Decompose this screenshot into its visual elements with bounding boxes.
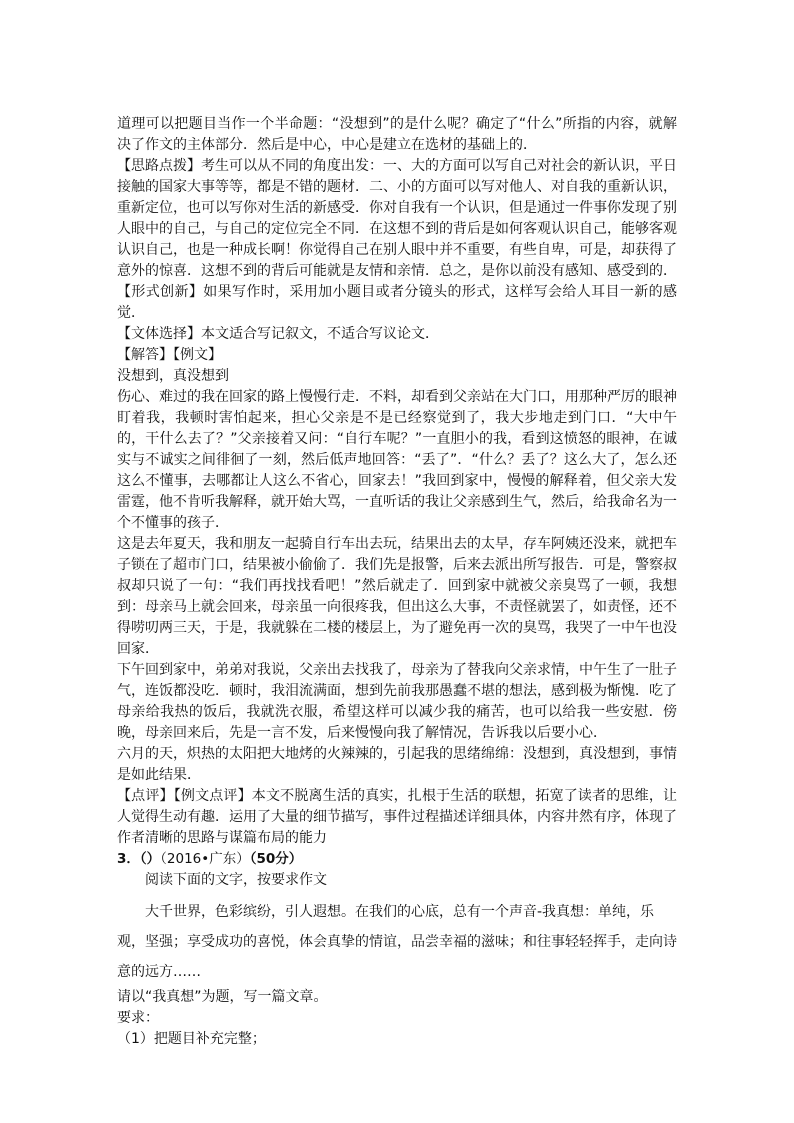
section-tag: 【点评】【例文点评】 (117, 788, 252, 804)
question-prompt (117, 987, 677, 1008)
paragraph-text: 这是去年夏天，我和朋友一起骑自行车出去玩，结果出去的太早，存车阿姨还没来，就把车子锁在了超市门口，结果被小偷偷了．我们先是报警，后来去派出所写报告．可是，警察叔叔却只说了一句：“我们再找找看吧！”然后就走了．回到家中就被父亲臭骂了一顿，我想到：母亲马上就会回来，母亲虽一向很疼我，但出这么大事，不责怪就罢了，如责怪，还不得唠叨两三天，于是，我就躲在二楼的楼层上，为了避免再一次的臭骂，我哭了一中午也没回家． (117, 536, 677, 657)
paragraph-text: 考生可以从不同的角度出发：一、大的方面可以写自己对社会的新认识，平日接触的国家大事等等，都是不错的题材．二、小的方面可以写对他人、对自我的重新认识，重新定位，也可以写你对生活的新感受．你对自我有一个认识，但是通过一件事你发现了别人眼中的自己，与自己的定位完全不同．在这想不到的背后是如何客观认识自己，能够客观认识自己，也是一种成长啊！你觉得自己在别人眼中并不重要，有些自卑，可是，却获得了意外的惊喜．这想不到的背后可能就是友情和亲情．总之，是你以前没有感知、感受到的． (117, 158, 677, 279)
paragraph-text: 如果写作时，采用加小题目或者分镜头的形式，这样写会给人耳目一新的感觉． (117, 284, 678, 321)
document-page (117, 114, 677, 1050)
question-blank: （） (139, 851, 161, 867)
question-source: （2016•广东） (160, 851, 250, 867)
paragraph-text: 伤心、难过的我在回家的路上慢慢行走．不料，却看到父亲站在大门口，用那种严厉的眼神盯着我，我顿时害怕起来，担心父亲是不是已经察觉到了，我大步地走到门口．“大中午的，干什么去了？”父亲接着又问：“自行车呢？”一直胆小的我，看到这愤怒的眼神，在诚实与不诚实之间徘徊了一刻，然后低声地回答：“丢了”．“什么？丢了？这么大了，怎么还这么不懂事，去哪都让人这么不省心，回家去！”我回到家中，慢慢的解释着，但父亲大发雷霆，他不肯听我解释，就开始大骂，一直听话的我让父亲感到生气，然后，给我命名为一个不懂事的孩子． (117, 389, 677, 531)
question-instruction (117, 870, 677, 891)
essay-paragraph-1 (117, 387, 677, 534)
paragraph-wenti-xuanze (117, 324, 677, 345)
question-requirement-1 (117, 1029, 677, 1050)
question-header (117, 849, 677, 870)
paragraph-text: 道理可以把题目当作一个半命题：“没想到”的是什么呢？确定了“什么”所指的内容，就解决了作文的主体部分．然后是中心，中心是建立在选材的基础上的． (117, 116, 677, 153)
question-material (117, 897, 677, 987)
paragraph-jieda-liwen (117, 345, 677, 366)
paragraph-intro (117, 114, 677, 156)
paragraph-xingshi-chuangxin (117, 282, 677, 324)
question-number: 3． (117, 851, 140, 867)
essay-paragraph-2 (117, 534, 677, 660)
paragraph-text: 六月的天，炽热的太阳把大地烤的火辣辣的，引起我的思绪绵绵：没想到，真没想到，事情是如此结果． (117, 746, 677, 783)
paragraph-text: 本文不脱离生活的真实，扎根于生活的联想，拓宽了读者的思维，让人觉得生动有趣．运用了大量的细节描写，事件过程描述详细具体，内容井然有序，体现了作者清晰的思路与谋篇布局的能力 (117, 788, 678, 846)
paragraph-dianping (117, 786, 677, 849)
section-tag: 【文体选择】 (117, 326, 201, 342)
section-tag: 【思路点拨】 (117, 158, 201, 174)
paragraph-text: （1）把题目补充完整； (117, 1031, 266, 1047)
section-tag: 【形式创新】 (117, 284, 204, 300)
essay-paragraph-4 (117, 744, 677, 786)
question-requirements-label (117, 1008, 677, 1029)
paragraph-text: 下午回到家中，弟弟对我说，父亲出去找我了，母亲为了替我向父亲求情，中午生了一肚子气，连饭都没吃．顿时，我泪流满面，想到先前我那愚蠢不堪的想法，感到极为惭愧．吃了母亲给我热的饭后，我就洗衣服，希望这样可以减少我的痛苦，也可以给我一些安慰．傍晚，母亲回来后，先是一言不发，后来慢慢向我了解情况，告诉我以后要小心． (117, 662, 677, 741)
question-score: （50分） (249, 851, 303, 867)
paragraph-text: 没想到，真没想到 (117, 368, 229, 384)
paragraph-text: 要求： (117, 1010, 159, 1026)
paragraph-silu-dianbo (117, 156, 677, 282)
essay-paragraph-3 (117, 660, 677, 744)
essay-title (117, 366, 677, 387)
section-tag: 【解答】【例文】 (117, 347, 222, 363)
paragraph-text: 阅读下面的文字，按要求作文 (145, 872, 327, 888)
paragraph-text: 本文适合写记叙文，不适合写议论文． (201, 326, 439, 342)
paragraph-text: 大千世界，色彩缤纷，引人遐想。在我们的心底，总有一个声音-我真想：单纯，乐观，坚强；享受成功的喜悦，体会真挚的情谊，品尝幸福的滋味；和往事轻轻挥手，走向诗意的远方…… (117, 904, 677, 980)
paragraph-text: 请以“我真想”为题，写一篇文章。 (117, 989, 328, 1005)
